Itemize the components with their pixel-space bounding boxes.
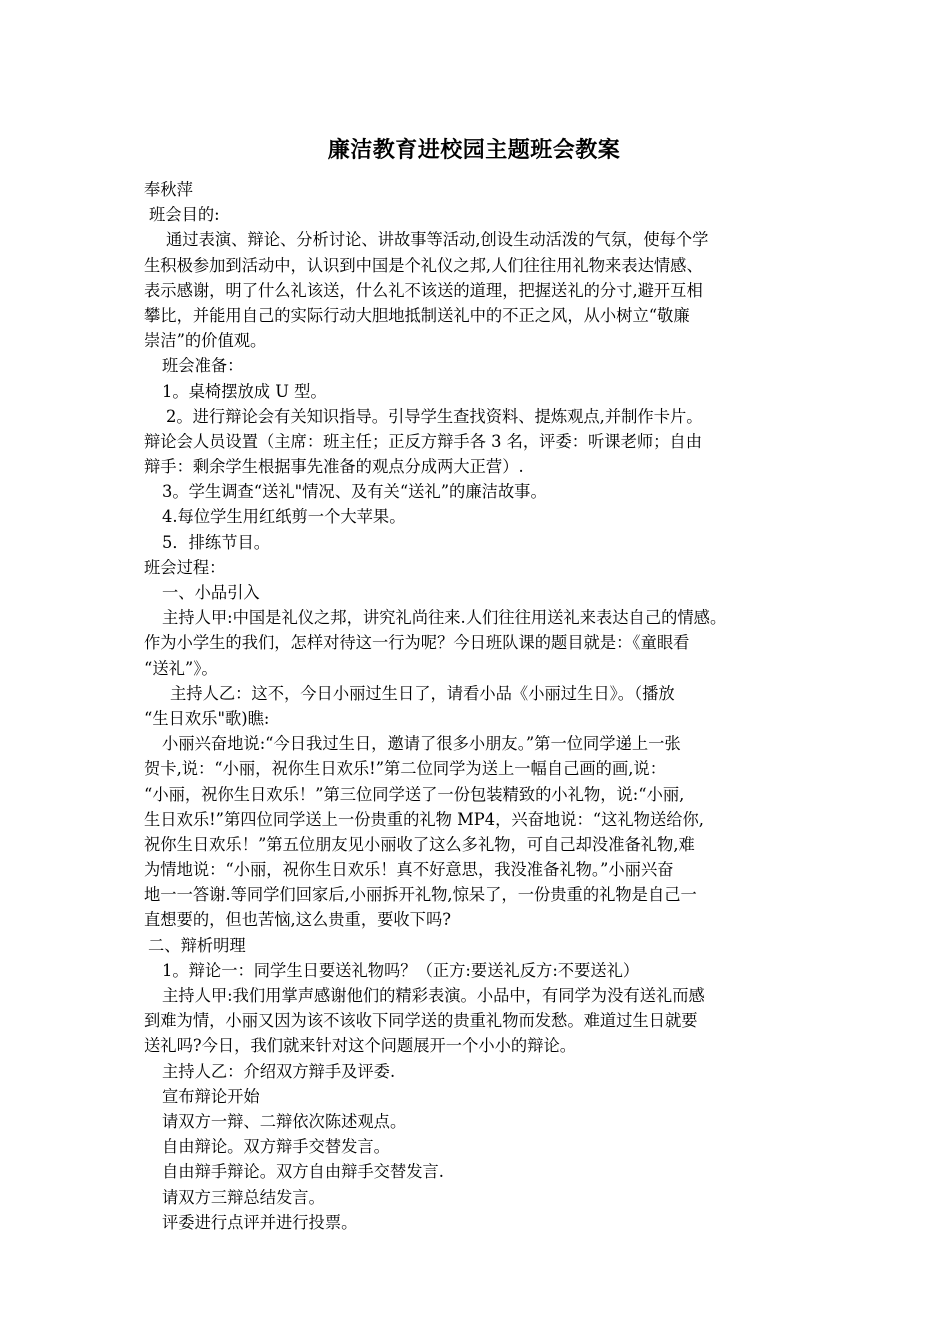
text-line: 主持人乙：介绍双方辩手及评委.: [162, 1061, 396, 1081]
text-line: 1。桌椅摆放成 U 型。: [162, 381, 327, 401]
text-line: 一、小品引入: [162, 583, 260, 602]
text-line: “小丽，祝你生日欢乐！”第三位同学送了一份包装精致的小礼物，说:“小丽,: [144, 784, 685, 804]
text-line: 奉秋萍: [144, 180, 193, 199]
text-line: 辩手：剩余学生根据事先准备的观点分成两大正营）.: [144, 457, 524, 477]
text-line: 宣布辩论开始: [162, 1086, 260, 1106]
text-line: 4.每位学生用红纸剪一个大苹果。: [162, 507, 406, 527]
text-line: 请双方一辩、二辩依次陈述观点。: [162, 1111, 407, 1131]
text-line: “送礼”》。: [144, 658, 218, 678]
text-line: 攀比，并能用自己的实际行动大胆地抵制送礼中的不正之风，从小树立“敬廉: [144, 305, 690, 325]
text-line: “生日欢乐"歌)瞧:: [144, 708, 270, 728]
text-line: 班会目的:: [149, 205, 220, 225]
document-body: [144, 177, 814, 1235]
text-line: 生日欢乐!”第四位同学送上一份贵重的礼物 MP4，兴奋地说：“这礼物送给你,: [144, 809, 704, 829]
text-line: 到难为情，小丽又因为该不该收下同学送的贵重礼物而发愁。难道过生日就要: [144, 1011, 698, 1031]
page-title: 廉洁教育进校园主题班会教案: [327, 137, 621, 163]
text-line: 5．排练节目。: [162, 532, 271, 552]
text-line: 主持人乙：这不，今日小丽过生日了，请看小品《小丽过生日》。（播放: [170, 683, 675, 703]
text-line: 崇洁”的价值观。: [144, 331, 267, 351]
text-line: 作为小学生的我们，怎样对待这一行为呢？今日班队课的题目就是：《童眼看: [144, 633, 690, 653]
text-line: 地一一答谢.等同学们回家后,小丽拆开礼物,惊呆了，一份贵重的礼物是自己一: [144, 885, 697, 905]
text-line: 送礼吗?今日，我们就来针对这个问题展开一个小小的辩论。: [144, 1036, 577, 1056]
text-line: 辩论会人员设置（主席：班主任；正反方辩手各 3 名，评委：听课老师；自由: [144, 431, 702, 451]
text-line: 主持人甲:我们用掌声感谢他们的精彩表演。小品中，有同学为没有送礼而感: [162, 986, 705, 1005]
text-line: 二、辩析明理: [148, 935, 246, 955]
text-line: 祝你生日欢乐！”第五位朋友见小丽收了这么多礼物，可自己却没准备礼物,难: [144, 834, 695, 854]
text-line: 直想要的，但也苦恼,这么贵重，要收下吗?: [144, 910, 451, 930]
text-line: 自由辩论。双方辩手交替发言。: [162, 1137, 390, 1157]
text-line: 1。辩论一：同学生日要送礼物吗？（正方:要送礼反方:不要送礼）: [162, 960, 640, 980]
text-line: 表示感谢，明了什么礼该送，什么礼不该送的道理，把握送礼的分寸,避开互相: [144, 280, 703, 300]
text-line: 通过表演、辩论、分析讨论、讲故事等活动,创设生动活泼的气氛，使每个学: [166, 230, 709, 250]
text-line: 班会准备：: [162, 356, 244, 376]
text-line: 评委进行点评并进行投票。: [162, 1212, 358, 1232]
text-line: 3。学生调查“送礼"情况、及有关“送礼”的廉洁故事。: [162, 482, 547, 502]
text-line: 请双方三辩总结发言。: [162, 1187, 325, 1207]
text-line: 生积极参加到活动中，认识到中国是个礼仪之邦,人们往往用礼物来表达情感、: [144, 255, 703, 275]
text-line: 自由辩手辩论。双方自由辩手交替发言.: [162, 1162, 444, 1182]
text-line: 班会过程：: [144, 557, 226, 577]
text-line: 为情地说：“小丽，祝你生日欢乐！真不好意思，我没准备礼物。”小丽兴奋: [144, 860, 674, 880]
text-line: 主持人甲:中国是礼仪之邦，讲究礼尚往来.人们往往用送礼来表达自己的情感。: [162, 608, 727, 628]
text-line: 2。进行辩论会有关知识指导。引导学生查找资料、提炼观点,并制作卡片。: [166, 406, 703, 426]
text-line: 小丽兴奋地说:“今日我过生日，邀请了很多小朋友。”第一位同学递上一张: [162, 734, 681, 754]
text-line: 贺卡,说：“小丽，祝你生日欢乐!”第二位同学为送上一幅自己画的画,说：: [144, 759, 666, 779]
